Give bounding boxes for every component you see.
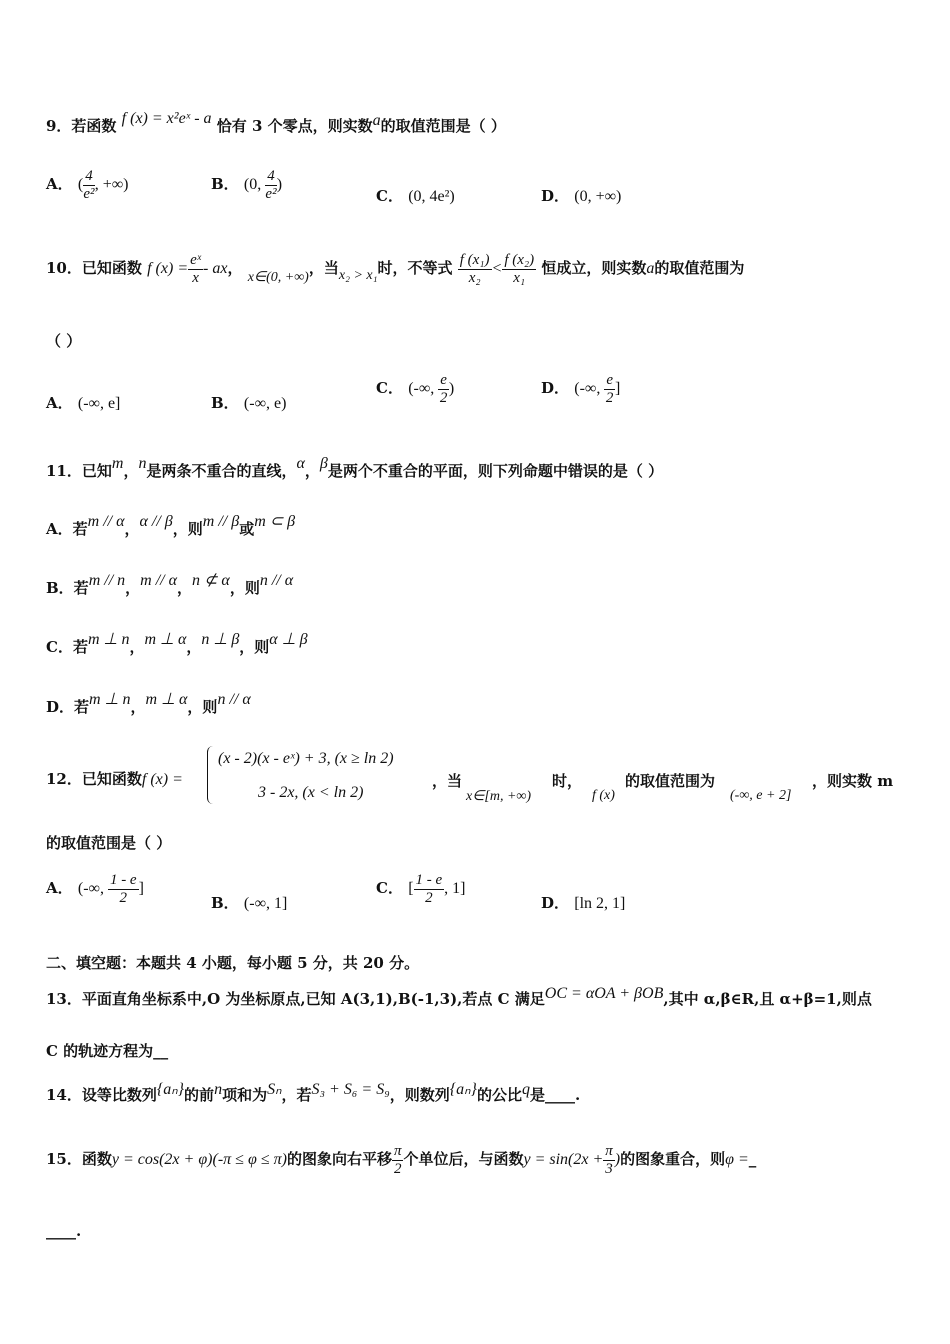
q12-brace [207,746,216,804]
q12-option-a[interactable]: A． (-∞, $\frac{1 - e}{2}$ ] [46,872,144,906]
q9-option-c[interactable]: C． (0, 4e²) [376,187,455,205]
q12-option-c[interactable]: C． [ $\frac{1 - e}{2}$ , 1] [376,872,466,906]
q13-stem: 13．平面直角坐标系中,O 为坐标原点,已知 A(3,1),B(-1,3),若点 C 满足OC = αOA + βOB,其中 α,β∈R,且 α+β=1,则点 [46,985,872,1008]
q12-case2: 3 - 2x, (x < ln 2) [258,784,364,801]
q12-stem-b: ，当 [432,772,463,790]
q12-stem-f: 的取值范围是（ ） [46,834,172,852]
q11-stem: 11．已知m，n是两条不重合的直线，α，β是两个不重合的平面，则下列命题中错误的是（ ） [46,455,664,480]
q12-option-d[interactable]: D． [ln 2, 1] [541,894,626,912]
q9-option-a[interactable]: A． ( $\frac{4}{\text{e²}}$ , +∞) [46,168,129,202]
q11-option-a[interactable]: A．若m // α，α // β，则m // β或m ⊂ β [46,513,296,538]
q10-option-c[interactable]: C． (-∞, $\frac{e}{2}$ ) [376,372,455,406]
q12-stem-label: 12．已知函数f (x) = [46,770,183,788]
q11-option-d[interactable]: D．若m ⊥ n，m ⊥ α，则n // α [46,691,251,716]
q11-option-c[interactable]: C．若m ⊥ n，m ⊥ α，n ⊥ β，则α ⊥ β [46,631,308,656]
section-heading: 二、填空题：本题共 4 小题，每小题 5 分，共 20 分。 [46,954,420,972]
q10-option-d[interactable]: D． (-∞, $\frac{e}{2}$ ] [541,372,621,406]
q10-paren: （ ） [46,332,82,350]
q12-stem-d: 的取值范围为 [625,772,716,790]
q10-option-a[interactable]: A． (-∞, e] [46,394,121,412]
q12-case1: (x - 2)(x - eˣ) + 3, (x ≥ ln 2) [218,750,394,767]
q12-fx: f (x) [592,788,615,803]
q10-stem: 10．已知函数 f (x) = $\frac{\text{eˣ}}{x}$ - ax， x∈(0, +∞)，当x₂ > x₁时，不等式 $\frac{\text{f (x₁)}}{\text{x₂}}$ < $\frac{\text{f (x₂)}}{\text{x₁}}$ 恒成立，则实数a的取值范围为 [46,252,745,286]
q12-stem-e: ，则实数 m [812,772,894,790]
q15-blank-line: ____. [46,1222,82,1240]
q14-stem: 14．设等比数列{aₙ}的前n项和为Sₙ，若S₃ + S₆ = S₉，则数列{aₙ}的公比q是____. [46,1081,581,1104]
q13-stem-c: C 的轨迹方程为__ [46,1042,169,1060]
q12-option-b[interactable]: B． (-∞, 1] [211,894,288,912]
q12-range: (-∞, e + 2] [730,788,792,803]
q11-option-b[interactable]: B．若m // n，m // α，n ⊄ α，则n // α [46,572,294,597]
q9-option-d[interactable]: D． (0, +∞) [541,187,622,205]
q15-stem: 15．函数y = cos(2x + φ)(-π ≤ φ ≤ π)的图象向右平移 $\frac{\pi}{2}$ 个单位后，与函数y = sin(2x + $\frac{\pi}{3}$ )的图象重合，则φ =_ [46,1143,757,1177]
q9-option-b[interactable]: B． (0, $\frac{4}{\text{e²}}$ ) [211,168,283,202]
q12-stem-c: 时， [552,772,583,790]
q10-option-b[interactable]: B． (-∞, e) [211,394,287,412]
q9-stem: 9．若函数 f (x) = x²eˣ - a 恰有 3 个零点，则实数a的取值范围是（ ） [46,110,506,135]
q12-domain: x∈[m, +∞) [466,789,532,804]
